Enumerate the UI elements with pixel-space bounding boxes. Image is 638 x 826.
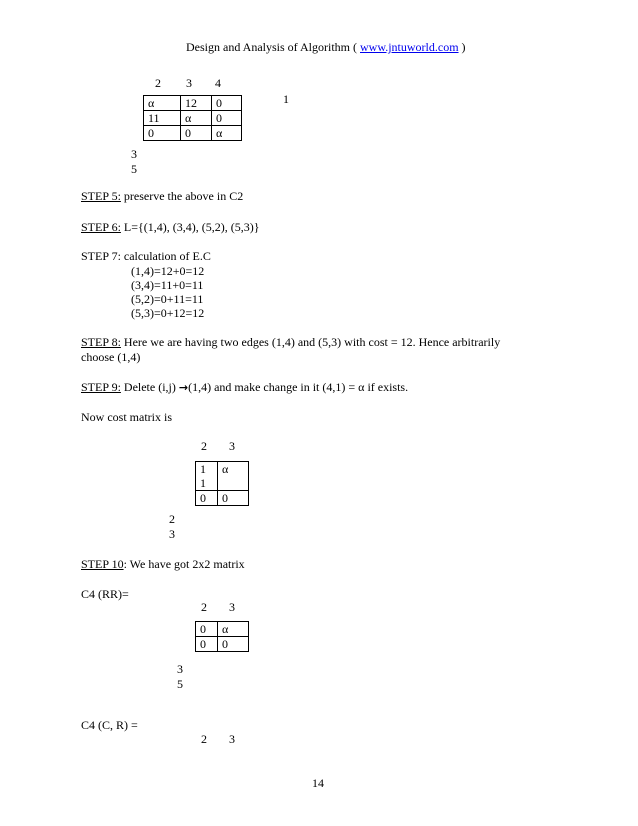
table-row: [196, 637, 249, 652]
matrix-cell: 0: [144, 126, 181, 141]
step7-title: STEP 7: calculation of E.C: [81, 249, 211, 263]
c4-rr-col-header-3: 3: [229, 600, 235, 614]
matrix2-col-header-3: 3: [229, 439, 235, 453]
step7-line: (3,4)=11+0=11: [131, 278, 204, 292]
table-row: [196, 462, 249, 491]
matrix-cell: α: [218, 622, 249, 637]
step7-line: (5,2)=0+11=11: [131, 292, 204, 306]
matrix2-row-label: 2: [169, 512, 175, 526]
c4-rr-label: C4 (RR)=: [81, 587, 129, 601]
c4-rr-col-header-2: 2: [201, 600, 207, 614]
matrix1-row-label: 3: [131, 147, 137, 161]
c4-cr-label: C4 (C, R) =: [81, 718, 138, 732]
page-header: Design and Analysis of Algorithm ( www.jntuworld.com ): [186, 40, 466, 54]
matrix2-table: [195, 461, 249, 506]
matrix-cell: 0: [196, 491, 218, 506]
matrix-cell: α: [144, 96, 181, 111]
step5: STEP 5: preserve the above in C2: [81, 189, 244, 203]
matrix-cell: 0: [218, 491, 249, 506]
step7-line: (5,3)=0+12=12: [131, 306, 205, 320]
matrix-cell: 1 1: [196, 462, 218, 491]
matrix-cell: α: [212, 126, 242, 141]
matrix-cell: 0: [181, 126, 212, 141]
c4-rr-row-label: 3: [177, 662, 183, 676]
step7-line: (1,4)=12+0=12: [131, 264, 205, 278]
c4-cr-col-header-3: 3: [229, 732, 235, 746]
step8: STEP 8: Here we are having two edges (1,4) and (5,3) with cost = 12. Hence arbitrarily: [81, 335, 501, 349]
page-number: 14: [312, 776, 324, 790]
matrix1-row-label: 5: [131, 162, 137, 176]
c4-cr-col-header-2: 2: [201, 732, 207, 746]
matrix1-table: [143, 95, 242, 141]
matrix-cell: 11: [144, 111, 181, 126]
matrix-cell: 0: [218, 637, 249, 652]
matrix1-side-label: 1: [283, 92, 289, 106]
step10: STEP 10: We have got 2x2 matrix: [81, 557, 245, 571]
table-row: [144, 96, 242, 111]
matrix-cell: 0: [212, 96, 242, 111]
matrix1-col-header-3: 3: [186, 76, 192, 90]
table-row: [196, 491, 249, 506]
step9: STEP 9: Delete (i,j) →(1,4) and make change in it (4,1) = α if exists.: [81, 380, 409, 394]
c4-rr-row-label: 5: [177, 677, 183, 691]
table-row: [144, 126, 242, 141]
matrix-cell: 0: [212, 111, 242, 126]
header-link[interactable]: www.jntuworld.com: [360, 40, 459, 54]
matrix2-row-label: 3: [169, 527, 175, 541]
matrix-cell: α: [181, 111, 212, 126]
matrix1-col-header-2: 2: [155, 76, 161, 90]
matrix1-col-header-4: 4: [215, 76, 221, 90]
right-arrow-icon: →: [178, 381, 189, 394]
step6: STEP 6: L={(1,4), (3,4), (5,2), (5,3)}: [81, 220, 260, 234]
matrix-cell: α: [218, 462, 249, 491]
table-row: [144, 111, 242, 126]
step8-continuation: choose (1,4): [81, 350, 141, 364]
matrix2-col-header-2: 2: [201, 439, 207, 453]
table-row: [196, 622, 249, 637]
matrix-cell: 0: [196, 637, 218, 652]
matrix-cell: 0: [196, 622, 218, 637]
c4-rr-table: [195, 621, 249, 652]
matrix-cell: 12: [181, 96, 212, 111]
cost-matrix-intro: Now cost matrix is: [81, 410, 172, 424]
